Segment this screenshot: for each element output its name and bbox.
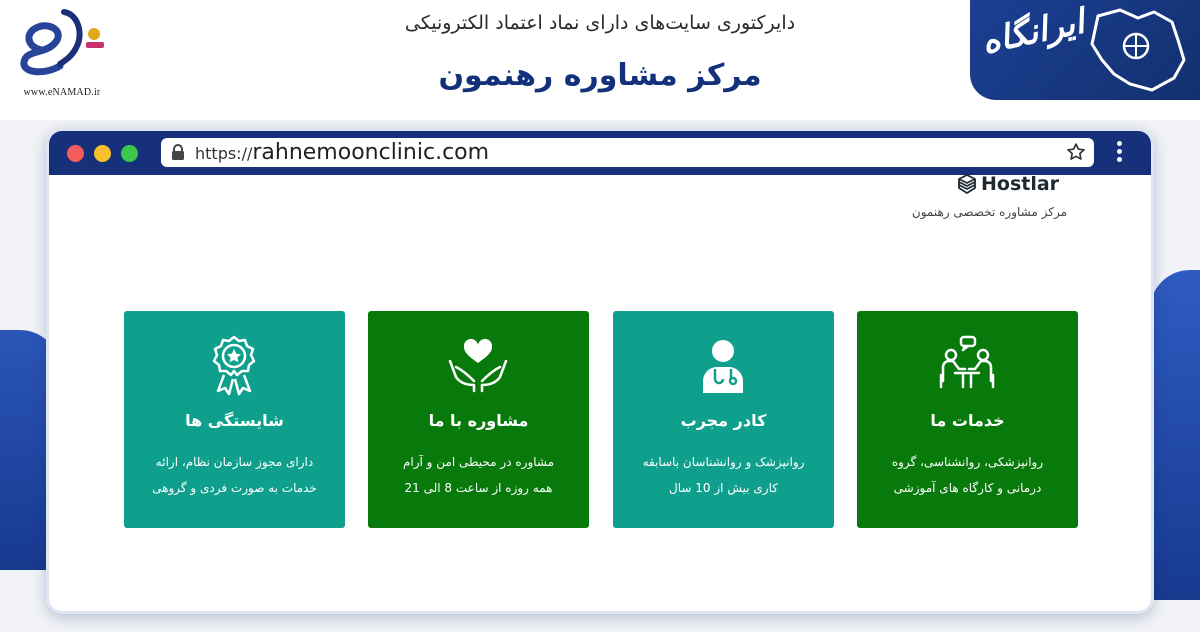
card-title: کادر مجرب [680,411,767,430]
hostlar-logo[interactable] [957,172,1059,196]
window-close-button[interactable] [67,145,84,162]
enamad-url[interactable]: www.eNAMAD.ir [23,87,101,98]
top-banner [0,0,1200,120]
card-competencies[interactable] [124,311,345,528]
enamad-e-icon [14,4,114,82]
url-domain: rahnemoonclinic.com [252,140,490,165]
card-title: خدمات ما [930,411,1005,430]
card-desc: روانپزشک و روانشناسان باسابقه کاری بیش از 10 سال [642,455,805,495]
lock-icon [171,144,185,161]
banner-subtitle: دایرکتوری سایت‌های دارای نماد اعتماد الکترونیکی [404,12,796,34]
window-minimize-button[interactable] [94,145,111,162]
card-services[interactable] [857,311,1078,528]
window-maximize-button[interactable] [121,145,138,162]
browser-toolbar [49,131,1151,175]
card-desc: مشاوره در محیطی امن و آرام همه روزه از ساعت 8 الی 21 [402,455,555,495]
bookmark-star-icon[interactable] [1066,142,1086,162]
meeting-icon [935,333,999,397]
hostlar-name: Hostlar [981,173,1060,195]
enamad-logo[interactable] [6,4,118,98]
card-title: مشاوره با ما [428,411,529,430]
card-title: شایستگی ها [185,411,284,430]
right-decoration [1150,270,1200,600]
card-desc: روانپزشکی، روانشناسی، گروه درمانی و کارگاه های آموزشی [891,455,1044,495]
card-desc: دارای مجوز سازمان نظام، ارائه خدمات به صورت فردی و گروهی [152,455,317,495]
browser-menu-icon[interactable] [1115,141,1123,167]
url-protocol: https:// [195,144,253,163]
browser-window [46,128,1154,614]
irangah-badge-text: ایرانگاه [978,1,1088,63]
address-bar[interactable] [161,138,1094,167]
doctor-icon [691,333,755,397]
card-staff[interactable] [613,311,834,528]
care-hands-icon [446,333,510,397]
irangah-badge[interactable] [970,0,1200,100]
iran-map-icon [1080,4,1190,96]
site-tagline: مرکز مشاوره تخصصی رهنمون [911,205,1067,219]
url-text[interactable] [195,140,489,165]
award-icon [202,333,266,397]
hostlar-cube-icon [957,174,977,194]
card-consultation[interactable] [368,311,589,528]
banner-title: مرکز مشاوره رهنمون [438,58,762,93]
